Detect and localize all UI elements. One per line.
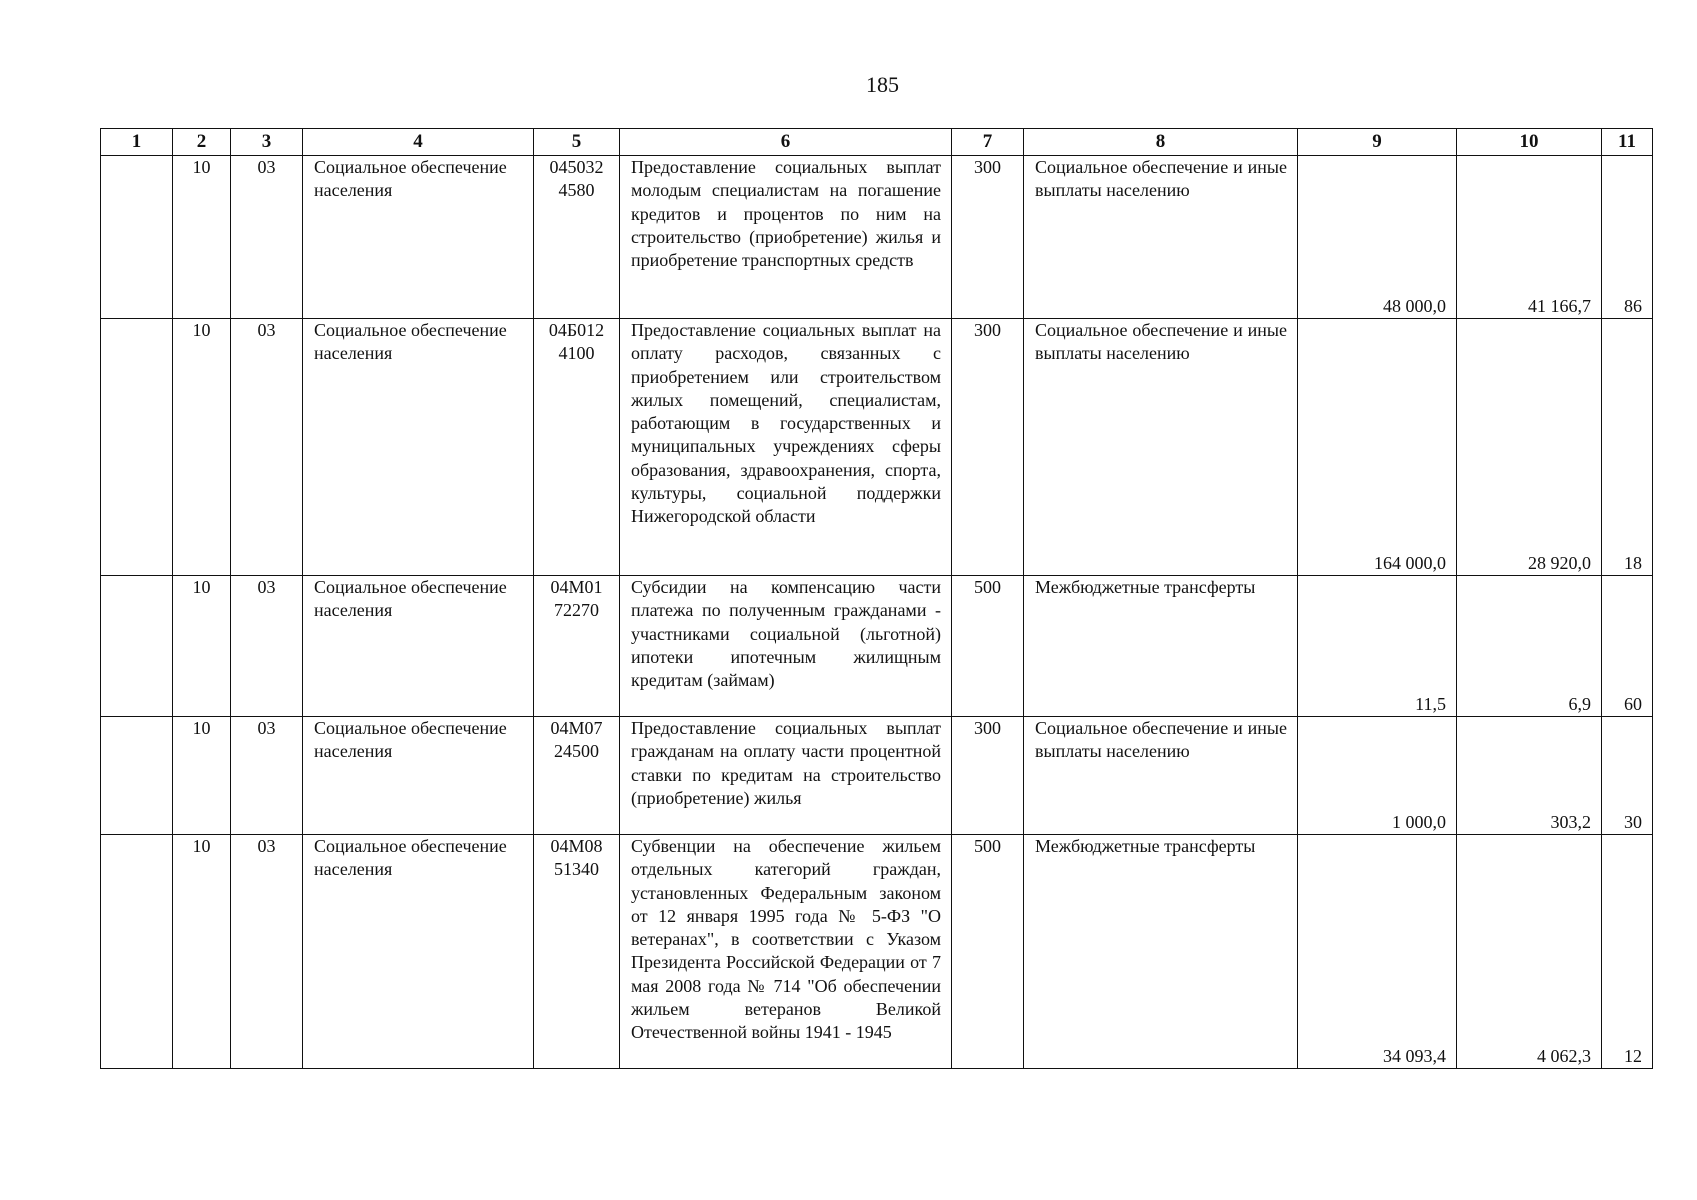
cell-col1: [101, 717, 173, 835]
header-cell: 2: [173, 129, 231, 156]
cell-target-code: [534, 576, 620, 717]
cell-expense-type: 300: [952, 319, 1024, 576]
cell-subsection: 03: [231, 576, 303, 717]
cell-percent: 86: [1602, 156, 1653, 319]
header-cell: 7: [952, 129, 1024, 156]
header-cell: 4: [303, 129, 534, 156]
header-row: [101, 129, 1653, 156]
cell-subsection: 03: [231, 835, 303, 1069]
cell-expense-name: Социальное обеспечение и иные выплаты населению: [1024, 156, 1298, 319]
cell-expense-name: Межбюджетные трансферты: [1024, 835, 1298, 1069]
header-cell: 9: [1298, 129, 1457, 156]
code-line-1: 04Б012: [548, 320, 605, 340]
cell-col1: [101, 576, 173, 717]
cell-expense-type: 500: [952, 835, 1024, 1069]
code-line-2: 51340: [554, 859, 599, 880]
cell-name: Социальное обеспечение населения: [303, 319, 534, 576]
cell-section: 10: [173, 576, 231, 717]
cell-col1: [101, 156, 173, 319]
cell-target-code: [534, 156, 620, 319]
header-cell: 11: [1602, 129, 1653, 156]
cell-fact: 28 920,0: [1457, 319, 1602, 576]
cell-plan: 1 000,0: [1298, 717, 1457, 835]
cell-subsection: 03: [231, 717, 303, 835]
code-line-1: 04М07: [550, 718, 603, 738]
code-line-2: 4580: [558, 180, 595, 201]
table-row: [101, 835, 1653, 1069]
code-line-1: 045032: [549, 157, 604, 177]
cell-name: Социальное обеспечение населения: [303, 835, 534, 1069]
cell-plan: 34 093,4: [1298, 835, 1457, 1069]
header-cell: 1: [101, 129, 173, 156]
cell-name: Социальное обеспечение населения: [303, 576, 534, 717]
cell-name: Социальное обеспечение населения: [303, 156, 534, 319]
header-cell: 5: [534, 129, 620, 156]
table-row: [101, 576, 1653, 717]
header-cell: 3: [231, 129, 303, 156]
code-line-2: 72270: [554, 600, 599, 621]
page-number: 185: [866, 72, 899, 97]
cell-expense-name: Социальное обеспечение и иные выплаты населению: [1024, 319, 1298, 576]
code-line-1: 04М01: [550, 577, 603, 597]
cell-section: 10: [173, 319, 231, 576]
cell-plan: 48 000,0: [1298, 156, 1457, 319]
header-cell: 8: [1024, 129, 1298, 156]
cell-target-code: [534, 717, 620, 835]
cell-plan: 164 000,0: [1298, 319, 1457, 576]
table-row: [101, 156, 1653, 319]
cell-fact: 4 062,3: [1457, 835, 1602, 1069]
cell-expense-type: 300: [952, 156, 1024, 319]
cell-description: Субвенции на обеспечение жильем отдельных категорий граждан, установленных Федеральным законом от 12 января 1995 года № 5-ФЗ "О ветеранах", в соответствии с Указом Президента Российской Федерации от 7 мая 2008 года № 714 "Об обеспечении жильем ветеранов Великой Отечественной войны 1941 - 1945: [620, 835, 952, 1069]
cell-expense-type: 500: [952, 576, 1024, 717]
cell-fact: 41 166,7: [1457, 156, 1602, 319]
cell-description: Субсидии на компенсацию части платежа по полученным гражданами - участниками социальной (льготной) ипотеки ипотечным жилищным кредитам (займам): [620, 576, 952, 717]
cell-fact: 303,2: [1457, 717, 1602, 835]
cell-expense-type: 300: [952, 717, 1024, 835]
cell-fact: 6,9: [1457, 576, 1602, 717]
budget-table: [100, 128, 1653, 1069]
cell-section: 10: [173, 156, 231, 319]
table-row: [101, 717, 1653, 835]
cell-section: 10: [173, 835, 231, 1069]
cell-expense-name: Социальное обеспечение и иные выплаты населению: [1024, 717, 1298, 835]
cell-plan: 11,5: [1298, 576, 1457, 717]
cell-name: Социальное обеспечение населения: [303, 717, 534, 835]
cell-percent: 12: [1602, 835, 1653, 1069]
cell-target-code: [534, 319, 620, 576]
cell-section: 10: [173, 717, 231, 835]
cell-percent: 60: [1602, 576, 1653, 717]
header-cell: 6: [620, 129, 952, 156]
cell-target-code: [534, 835, 620, 1069]
cell-percent: 30: [1602, 717, 1653, 835]
table-row: [101, 319, 1653, 576]
cell-description: Предоставление социальных выплат на оплату расходов, связанных с приобретением или строительством жилых помещений, специалистам, работающим в государственных и муниципальных учреждениях сферы образования, здравоохранения, спорта, культуры, социальной поддержки Нижегородской области: [620, 319, 952, 576]
cell-percent: 18: [1602, 319, 1653, 576]
code-line-2: 24500: [554, 741, 599, 762]
cell-description: Предоставление социальных выплат молодым специалистам на погашение кредитов и процентов по ним на строительство (приобретение) жилья и приобретение транспортных средств: [620, 156, 952, 319]
cell-expense-name: Межбюджетные трансферты: [1024, 576, 1298, 717]
code-line-1: 04М08: [550, 836, 603, 856]
cell-col1: [101, 835, 173, 1069]
cell-subsection: 03: [231, 156, 303, 319]
cell-col1: [101, 319, 173, 576]
code-line-2: 4100: [558, 343, 595, 364]
cell-subsection: 03: [231, 319, 303, 576]
header-cell: 10: [1457, 129, 1602, 156]
cell-description: Предоставление социальных выплат гражданам на оплату части процентной ставки по кредитам на строительство (приобретение) жилья: [620, 717, 952, 835]
